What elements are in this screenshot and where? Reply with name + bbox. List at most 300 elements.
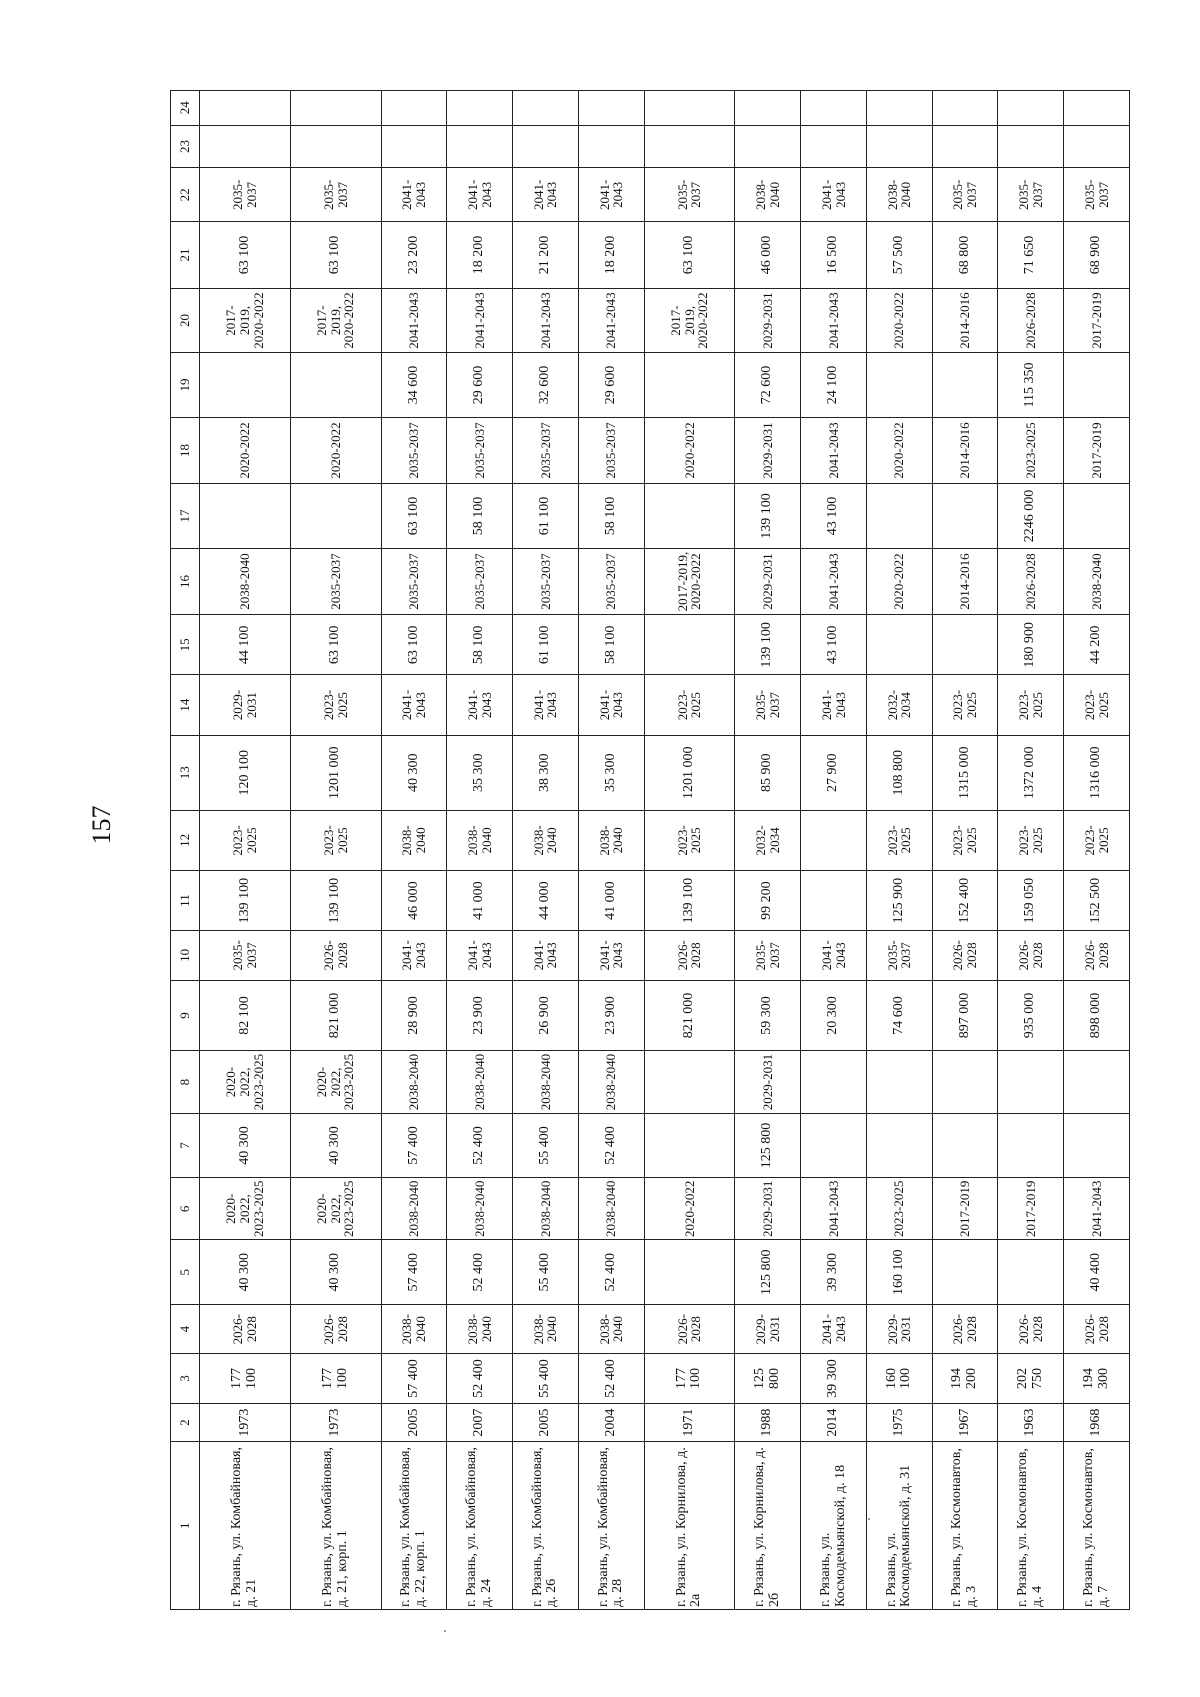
- table-cell: 2026-2028: [998, 931, 1064, 980]
- table-cell: 115 350: [998, 353, 1064, 417]
- table-cell: 20 300: [801, 980, 867, 1051]
- table-cell: [644, 125, 735, 168]
- table-cell: 2035-2037: [381, 548, 447, 615]
- column-number-11: 11: [171, 870, 200, 930]
- column-number-17: 17: [171, 484, 200, 548]
- table-cell: [1064, 91, 1130, 126]
- table-cell: 82 100: [200, 980, 291, 1051]
- table-cell: 1968: [1064, 1403, 1130, 1442]
- table-cell: 74 600: [866, 980, 932, 1051]
- table-cell: 2020-2022: [644, 1178, 735, 1240]
- column-number-row: [171, 91, 200, 1610]
- table-cell: 2026-2028: [998, 1304, 1064, 1353]
- table-cell: 2038-2040: [513, 1304, 579, 1353]
- table-cell: 1315 000: [932, 735, 998, 810]
- address-cell: г. Рязань, ул. Космонавтов, д. 3: [932, 1442, 998, 1610]
- table-cell: 99 200: [735, 870, 801, 930]
- table-cell: 2020-2022, 2023-2025: [290, 1051, 381, 1113]
- table-cell: [290, 484, 381, 548]
- table-cell: 2017-2019, 2020-2022: [644, 548, 735, 615]
- table-cell: 2041-2043: [801, 417, 867, 484]
- table-cell: 160 100: [866, 1240, 932, 1304]
- table-cell: 58 100: [578, 484, 644, 548]
- table-cell: [381, 125, 447, 168]
- table-cell: 2029-2031: [866, 1304, 932, 1353]
- table-cell: 120 100: [200, 735, 291, 810]
- address-cell: г. Рязань, ул. Космонавтов, д. 7: [1064, 1442, 1130, 1610]
- table-cell: 2041-2043: [578, 168, 644, 222]
- table-cell: 2017-2019, 2020-2022: [644, 288, 735, 352]
- address-cell: г. Рязань, ул. Комбайновая, д. 22, корп. 1: [381, 1442, 447, 1610]
- table-cell: 18 200: [447, 222, 513, 289]
- table-row: [381, 91, 447, 1610]
- table-cell: [200, 484, 291, 548]
- column-number-4: 4: [171, 1304, 200, 1353]
- table-cell: 2020-2022: [866, 288, 932, 352]
- table-cell: 2005: [381, 1403, 447, 1442]
- table-cell: 1975: [866, 1403, 932, 1442]
- table-cell: 2041-2043: [801, 168, 867, 222]
- table-cell: 40 300: [200, 1113, 291, 1177]
- table-cell: 52 400: [447, 1354, 513, 1403]
- table-cell: 2041-2043: [801, 1304, 867, 1353]
- table-cell: [866, 1113, 932, 1177]
- table-cell: 2005: [513, 1403, 579, 1442]
- table-cell: 34 600: [381, 353, 447, 417]
- table-cell: [1064, 1113, 1130, 1177]
- table-cell: 2038-2040: [447, 810, 513, 870]
- table-cell: [447, 125, 513, 168]
- table-cell: 2038-2040: [381, 1051, 447, 1113]
- column-number-8: 8: [171, 1051, 200, 1113]
- table-cell: 1201 000: [290, 735, 381, 810]
- table-cell: 2014-2016: [932, 417, 998, 484]
- table-cell: 2041-2043: [381, 675, 447, 735]
- table-cell: [200, 91, 291, 126]
- table-cell: 2035-2037: [513, 417, 579, 484]
- table-row: [1064, 91, 1130, 1610]
- table-cell: 2041-2043: [447, 168, 513, 222]
- table-cell: 57 400: [381, 1354, 447, 1403]
- table-cell: 2035-2037: [290, 168, 381, 222]
- table-cell: 2038-2040: [1064, 548, 1130, 615]
- column-number-7: 7: [171, 1113, 200, 1177]
- table-cell: [644, 484, 735, 548]
- table-cell: 2041-2043: [381, 931, 447, 980]
- table-cell: [513, 91, 579, 126]
- table-cell: 2038-2040: [513, 1051, 579, 1113]
- table-row: [578, 91, 644, 1610]
- table-cell: 2035-2037: [200, 931, 291, 980]
- table-cell: 1973: [290, 1403, 381, 1442]
- table-cell: 35 300: [447, 735, 513, 810]
- table-cell: 2041-2043: [801, 548, 867, 615]
- table-cell: 2041-2043: [1064, 1178, 1130, 1240]
- table-cell: [644, 91, 735, 126]
- table-cell: 2038-2040: [578, 810, 644, 870]
- table-cell: [644, 1113, 735, 1177]
- table-cell: 41 000: [578, 870, 644, 930]
- table-cell: 139 100: [735, 615, 801, 675]
- table-cell: 71 650: [998, 222, 1064, 289]
- table-cell: 63 100: [644, 222, 735, 289]
- table-cell: 2020-2022: [644, 417, 735, 484]
- table-row: [447, 91, 513, 1610]
- table-cell: 58 100: [578, 615, 644, 675]
- column-number-13: 13: [171, 735, 200, 810]
- table-cell: 2020-2022, 2023-2025: [290, 1178, 381, 1240]
- table-cell: 2038-2040: [578, 1051, 644, 1113]
- table-cell: 180 900: [998, 615, 1064, 675]
- table-cell: [866, 91, 932, 126]
- table-cell: [866, 1051, 932, 1113]
- table-cell: 28 900: [381, 980, 447, 1051]
- table-cell: 2035-2037: [578, 548, 644, 615]
- table-cell: 46 000: [735, 222, 801, 289]
- table-cell: 139 100: [290, 870, 381, 930]
- table-cell: 43 100: [801, 615, 867, 675]
- table-cell: 152 400: [932, 870, 998, 930]
- table-row: [644, 91, 735, 1610]
- table-cell: 59 300: [735, 980, 801, 1051]
- table-cell: 2038-2040: [381, 1304, 447, 1353]
- table-cell: 2035-2037: [381, 417, 447, 484]
- table-cell: 2035-2037: [290, 548, 381, 615]
- table-row: [290, 91, 381, 1610]
- table-cell: 160 100: [866, 1354, 932, 1403]
- table-cell: 57 400: [381, 1240, 447, 1304]
- table-cell: [290, 91, 381, 126]
- table-container: [170, 90, 1130, 1610]
- table-cell: 2029-2031: [735, 1051, 801, 1113]
- table-cell: 58 100: [447, 615, 513, 675]
- table-cell: 2029-2031: [735, 417, 801, 484]
- table-cell: 1201 000: [644, 735, 735, 810]
- table-cell: 2026-2028: [932, 931, 998, 980]
- table-cell: 2041-2043: [578, 675, 644, 735]
- table-cell: 108 800: [866, 735, 932, 810]
- table-cell: 177 100: [290, 1354, 381, 1403]
- table-cell: [735, 125, 801, 168]
- table-cell: [801, 810, 867, 870]
- table-cell: 2026-2028: [1064, 1304, 1130, 1353]
- table-cell: 2035-2037: [866, 931, 932, 980]
- column-number-18: 18: [171, 417, 200, 484]
- table-row: [998, 91, 1064, 1610]
- table-cell: 2023-2025: [290, 810, 381, 870]
- table-cell: 2029-2031: [200, 675, 291, 735]
- table-cell: 2038-2040: [447, 1178, 513, 1240]
- table-cell: 2007: [447, 1403, 513, 1442]
- table-cell: 2038-2040: [513, 1178, 579, 1240]
- table-cell: [644, 1051, 735, 1113]
- table-cell: 2035-2037: [735, 931, 801, 980]
- column-number-22: 22: [171, 168, 200, 222]
- table-cell: 2023-2025: [866, 1178, 932, 1240]
- table-cell: 63 100: [290, 222, 381, 289]
- table-cell: [290, 353, 381, 417]
- table-cell: 2023-2025: [290, 675, 381, 735]
- table-cell: 52 400: [447, 1113, 513, 1177]
- table-cell: 2029-2031: [735, 1304, 801, 1353]
- table-cell: 2023-2025: [1064, 675, 1130, 735]
- table-cell: 139 100: [735, 484, 801, 548]
- table-cell: 2017-2019: [1064, 288, 1130, 352]
- table-cell: 2038-2040: [866, 168, 932, 222]
- table-cell: 29 600: [447, 353, 513, 417]
- table-cell: 2041-2043: [801, 288, 867, 352]
- table-cell: 177 100: [644, 1354, 735, 1403]
- table-cell: 2026-2028: [200, 1304, 291, 1353]
- table-cell: [932, 1240, 998, 1304]
- table-cell: 2041-2043: [578, 931, 644, 980]
- table-cell: 2029-2031: [735, 548, 801, 615]
- table-cell: 2026-2028: [998, 548, 1064, 615]
- table-cell: 61 100: [513, 484, 579, 548]
- address-cell: г. Рязань, ул. Космонавтов, д. 4: [998, 1442, 1064, 1610]
- column-number-24: 24: [171, 91, 200, 126]
- table-cell: [578, 91, 644, 126]
- table-cell: 125 800: [735, 1354, 801, 1403]
- table-cell: 40 300: [200, 1240, 291, 1304]
- address-cell: г. Рязань, ул. Комбайновая, д. 21: [200, 1442, 291, 1610]
- table-cell: 898 000: [1064, 980, 1130, 1051]
- table-cell: 2026-2028: [290, 931, 381, 980]
- table-cell: 2017-2019: [932, 1178, 998, 1240]
- address-cell: г. Рязань, ул. Комбайновая, д. 26: [513, 1442, 579, 1610]
- table-cell: 2038-2040: [200, 548, 291, 615]
- address-cell: г. Рязань, ул. Комбайновая, д. 28: [578, 1442, 644, 1610]
- table-cell: [290, 125, 381, 168]
- table-cell: 2041-2043: [447, 288, 513, 352]
- column-number-20: 20: [171, 288, 200, 352]
- table-cell: [644, 353, 735, 417]
- table-cell: [932, 484, 998, 548]
- table-cell: 159 050: [998, 870, 1064, 930]
- table-cell: 38 300: [513, 735, 579, 810]
- table-cell: 2014-2016: [932, 548, 998, 615]
- table-cell: [998, 125, 1064, 168]
- table-cell: 72 600: [735, 353, 801, 417]
- table-cell: 85 900: [735, 735, 801, 810]
- table-cell: 2041-2043: [513, 288, 579, 352]
- table-cell: 40 300: [290, 1240, 381, 1304]
- address-cell: г. Рязань, ул. Космодемьянской, д. 31: [866, 1442, 932, 1610]
- table-cell: 23 900: [447, 980, 513, 1051]
- table-cell: 2041-2043: [447, 675, 513, 735]
- table-cell: 2038-2040: [447, 1304, 513, 1353]
- table-cell: 55 400: [513, 1240, 579, 1304]
- table-cell: [578, 125, 644, 168]
- table-cell: 2035-2037: [513, 548, 579, 615]
- table-cell: 23 900: [578, 980, 644, 1051]
- table-cell: 35 300: [578, 735, 644, 810]
- table-cell: 125 800: [735, 1240, 801, 1304]
- table-cell: 2041-2043: [513, 168, 579, 222]
- table-cell: 125 900: [866, 870, 932, 930]
- table-cell: [1064, 1051, 1130, 1113]
- table-cell: 2038-2040: [381, 1178, 447, 1240]
- table-cell: 152 500: [1064, 870, 1130, 930]
- table-row: [801, 91, 867, 1610]
- table-cell: 2041-2043: [801, 675, 867, 735]
- table-cell: 2023-2025: [998, 810, 1064, 870]
- table-cell: 2035-2037: [735, 675, 801, 735]
- column-number-14: 14: [171, 675, 200, 735]
- table-cell: 2041-2043: [513, 931, 579, 980]
- table-cell: [998, 1113, 1064, 1177]
- column-number-3: 3: [171, 1354, 200, 1403]
- table-cell: 68 800: [932, 222, 998, 289]
- table-cell: 935 000: [998, 980, 1064, 1051]
- table-cell: 2041-2043: [578, 288, 644, 352]
- table-cell: [932, 91, 998, 126]
- column-number-2: 2: [171, 1403, 200, 1442]
- table-cell: 2035-2037: [1064, 168, 1130, 222]
- table-cell: 2020-2022: [200, 417, 291, 484]
- table-cell: 2023-2025: [932, 810, 998, 870]
- table-cell: 46 000: [381, 870, 447, 930]
- table-cell: 63 100: [381, 484, 447, 548]
- table-cell: 61 100: [513, 615, 579, 675]
- table-cell: [200, 125, 291, 168]
- table-cell: 1372 000: [998, 735, 1064, 810]
- table-cell: 2017-2019: [998, 1178, 1064, 1240]
- table-cell: 2023-2025: [998, 417, 1064, 484]
- column-number-1: 1: [171, 1442, 200, 1610]
- table-cell: 43 100: [801, 484, 867, 548]
- table-cell: 2026-2028: [998, 288, 1064, 352]
- table-cell: 2020-2022: [866, 548, 932, 615]
- table-cell: 2041-2043: [801, 931, 867, 980]
- table-cell: [1064, 353, 1130, 417]
- table-cell: 2023-2025: [866, 810, 932, 870]
- table-cell: 1967: [932, 1403, 998, 1442]
- table-cell: 2032-2034: [735, 810, 801, 870]
- table-cell: 21 200: [513, 222, 579, 289]
- table-cell: 2017-2019, 2020-2022: [200, 288, 291, 352]
- table-cell: 2035-2037: [578, 417, 644, 484]
- table-cell: 2035-2037: [200, 168, 291, 222]
- table-cell: 44 100: [200, 615, 291, 675]
- table-cell: [447, 91, 513, 126]
- table-cell: 125 800: [735, 1113, 801, 1177]
- table-cell: 29 600: [578, 353, 644, 417]
- table-cell: 2023-2025: [644, 810, 735, 870]
- table-cell: 2246 000: [998, 484, 1064, 548]
- table-cell: 2035-2037: [932, 168, 998, 222]
- table-cell: 2023-2025: [200, 810, 291, 870]
- table-cell: 63 100: [381, 615, 447, 675]
- table-cell: 32 600: [513, 353, 579, 417]
- column-number-15: 15: [171, 615, 200, 675]
- table-cell: [866, 615, 932, 675]
- table-cell: 2023-2025: [1064, 810, 1130, 870]
- table-cell: 2026-2028: [644, 931, 735, 980]
- column-number-23: 23: [171, 125, 200, 168]
- table-cell: [998, 91, 1064, 126]
- table-cell: [513, 125, 579, 168]
- table-cell: 1316 000: [1064, 735, 1130, 810]
- table-cell: 58 100: [447, 484, 513, 548]
- table-cell: 2038-2040: [447, 1051, 513, 1113]
- table-cell: 27 900: [801, 735, 867, 810]
- table-cell: 2023-2025: [644, 675, 735, 735]
- table-cell: 2041-2043: [381, 168, 447, 222]
- table-cell: 52 400: [578, 1240, 644, 1304]
- table-cell: 2041-2043: [447, 931, 513, 980]
- scan-dot: [444, 1630, 446, 1632]
- table-cell: 2029-2031: [735, 288, 801, 352]
- table-cell: 897 000: [932, 980, 998, 1051]
- table-cell: 68 900: [1064, 222, 1130, 289]
- table-cell: 40 300: [290, 1113, 381, 1177]
- table-cell: [932, 615, 998, 675]
- table-cell: 1988: [735, 1403, 801, 1442]
- table-cell: 63 100: [290, 615, 381, 675]
- table-cell: [866, 125, 932, 168]
- page-number: 157: [87, 805, 116, 845]
- table-cell: [932, 1051, 998, 1113]
- table-cell: [801, 870, 867, 930]
- table-cell: [866, 353, 932, 417]
- table-cell: [644, 615, 735, 675]
- table-cell: 2020-2022, 2023-2025: [200, 1178, 291, 1240]
- table-cell: [932, 353, 998, 417]
- table-cell: 2035-2037: [447, 417, 513, 484]
- table-cell: 2023-2025: [932, 675, 998, 735]
- table-cell: 55 400: [513, 1354, 579, 1403]
- scan-dot: [868, 1518, 870, 1520]
- column-number-5: 5: [171, 1240, 200, 1304]
- table-cell: 2041-2043: [801, 1178, 867, 1240]
- table-cell: [998, 1240, 1064, 1304]
- table-cell: [801, 1113, 867, 1177]
- table-cell: 821 000: [290, 980, 381, 1051]
- table-cell: 2032-2034: [866, 675, 932, 735]
- column-number-6: 6: [171, 1178, 200, 1240]
- table-cell: 2026-2028: [932, 1304, 998, 1353]
- table-cell: 40 400: [1064, 1240, 1130, 1304]
- table-cell: 202 750: [998, 1354, 1064, 1403]
- table-cell: 39 300: [801, 1240, 867, 1304]
- table-cell: 63 100: [200, 222, 291, 289]
- table-cell: 2035-2037: [998, 168, 1064, 222]
- table-cell: 194 300: [1064, 1354, 1130, 1403]
- table-cell: 821 000: [644, 980, 735, 1051]
- column-number-12: 12: [171, 810, 200, 870]
- table-row: [866, 91, 932, 1610]
- table-cell: [801, 1051, 867, 1113]
- table-cell: 52 400: [447, 1240, 513, 1304]
- table-cell: 2035-2037: [447, 548, 513, 615]
- table-cell: 26 900: [513, 980, 579, 1051]
- table-cell: [932, 1113, 998, 1177]
- table-cell: 2020-2022: [866, 417, 932, 484]
- table-cell: [381, 91, 447, 126]
- table-cell: 2038-2040: [578, 1178, 644, 1240]
- data-table: [170, 90, 1130, 1610]
- table-cell: [866, 484, 932, 548]
- table-cell: [932, 125, 998, 168]
- table-row: [513, 91, 579, 1610]
- column-number-9: 9: [171, 980, 200, 1051]
- table-cell: 44 200: [1064, 615, 1130, 675]
- column-number-16: 16: [171, 548, 200, 615]
- table-cell: 44 000: [513, 870, 579, 930]
- table-cell: 139 100: [644, 870, 735, 930]
- table-cell: 194 200: [932, 1354, 998, 1403]
